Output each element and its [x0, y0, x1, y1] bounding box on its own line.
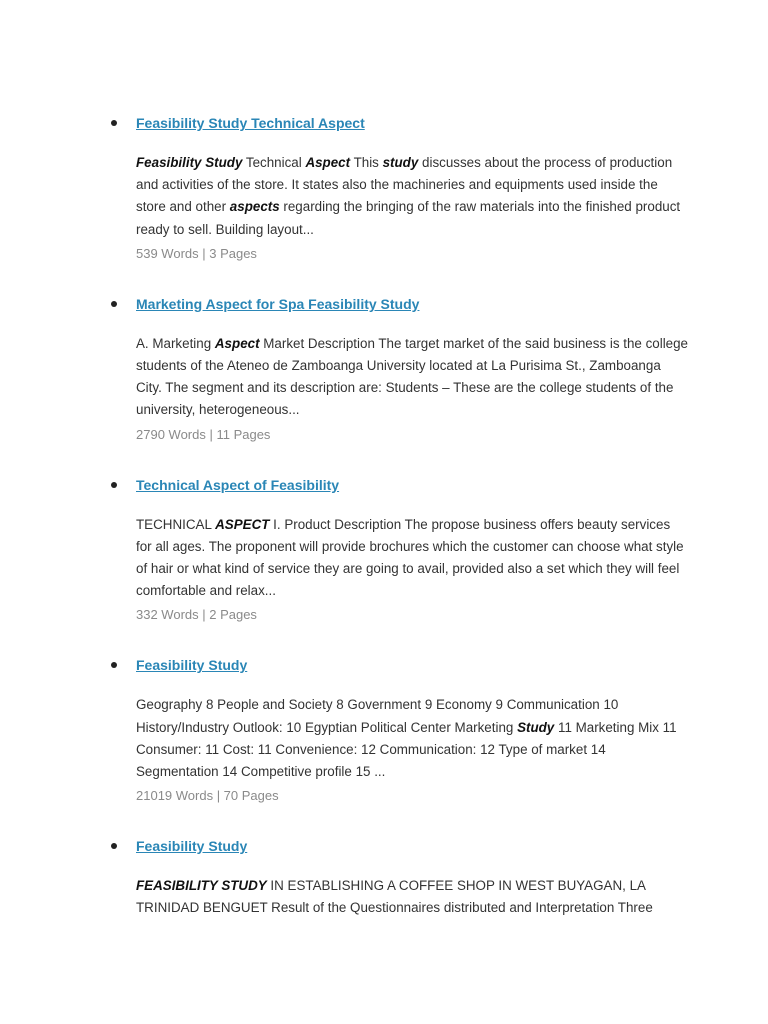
result-item: [0, 650, 768, 809]
bullet-icon: [111, 120, 117, 126]
snippet-highlight: ASPECT: [215, 516, 270, 532]
search-results-list: [0, 108, 768, 942]
result-snippet: [136, 514, 688, 603]
snippet-text: Technical: [242, 155, 306, 170]
snippet-highlight: study: [382, 155, 419, 170]
result-title-link[interactable]: Marketing Aspect for Spa Feasibility Study: [136, 295, 420, 312]
snippet-highlight: Study: [517, 719, 555, 735]
snippet-highlight: Aspect: [214, 335, 260, 351]
snippet-text: IN ESTABLISHING A COFFEE SHOP IN WEST BUYAGAN, LA TRINIDAD BENGUET Result of the Questionnaires distributed and Interpretation Three: [136, 878, 653, 916]
snippet-highlight: FEASIBILITY STUDY: [136, 878, 267, 894]
result-title-link[interactable]: Feasibility Study: [136, 657, 248, 674]
snippet-text: TECHNICAL: [136, 516, 216, 532]
snippet-text: I. Product Description The propose business offers beauty services for all ages. The proponent will provide brochures which the customer can choose what style of hair or what kind of service they are going to avail, provided also a set which they will feel comfortable and relax...: [136, 516, 684, 599]
result-title-link[interactable]: Feasibility Study Technical Aspect: [136, 115, 365, 131]
snippet-highlight: Feasibility Study: [136, 155, 243, 170]
result-snippet: [136, 152, 688, 241]
snippet-text: This: [350, 155, 383, 170]
bullet-icon: [111, 662, 117, 668]
snippet-text: 11 Marketing Mix 11 Consumer: 11 Cost: 11 Convenience: 12 Communication: 12 Type of market 14 Segmentation 14 Competitive profile 15 ...: [136, 719, 677, 780]
bullet-icon: [111, 843, 117, 849]
snippet-highlight: Aspect: [305, 155, 351, 170]
result-item: [0, 108, 768, 267]
snippet-text: regarding the bringing of the raw materials into the finished product ready to sell. Building layout...: [136, 199, 681, 237]
result-title-link[interactable]: Technical Aspect of Feasibility: [136, 476, 340, 493]
result-snippet: [136, 694, 688, 783]
bullet-icon: [111, 482, 117, 488]
snippet-text: discusses about the process of production and activities of the store. It states also the machineries and equipments used inside the store and other: [136, 155, 673, 215]
result-meta: 539 Words | 3 Pages: [136, 245, 257, 261]
result-item: [0, 831, 768, 919]
result-item: [0, 470, 768, 629]
snippet-text: A. Marketing: [136, 335, 215, 351]
snippet-text: Geography 8 People and Society 8 Government 9 Economy 9 Communication 10 History/Industry Outlook: 10 Egyptian Political Center Marketing: [136, 697, 619, 735]
result-meta: 2790 Words | 11 Pages: [136, 426, 271, 442]
result-snippet: [136, 875, 688, 919]
result-snippet: [136, 333, 688, 422]
result-meta: 21019 Words | 70 Pages: [136, 788, 279, 804]
result-meta: 332 Words | 2 Pages: [136, 607, 257, 623]
bullet-icon: [111, 301, 117, 307]
result-title-link[interactable]: Feasibility Study: [136, 838, 248, 855]
result-item: [0, 289, 768, 448]
snippet-text: Market Description The target market of the said business is the college students of the Ateneo de Zamboanga University located at La Purisima St., Zamboanga City. The segment and its description are: Students – These are the college students of the university, heterogeneous...: [136, 335, 689, 418]
snippet-highlight: aspects: [229, 199, 280, 215]
